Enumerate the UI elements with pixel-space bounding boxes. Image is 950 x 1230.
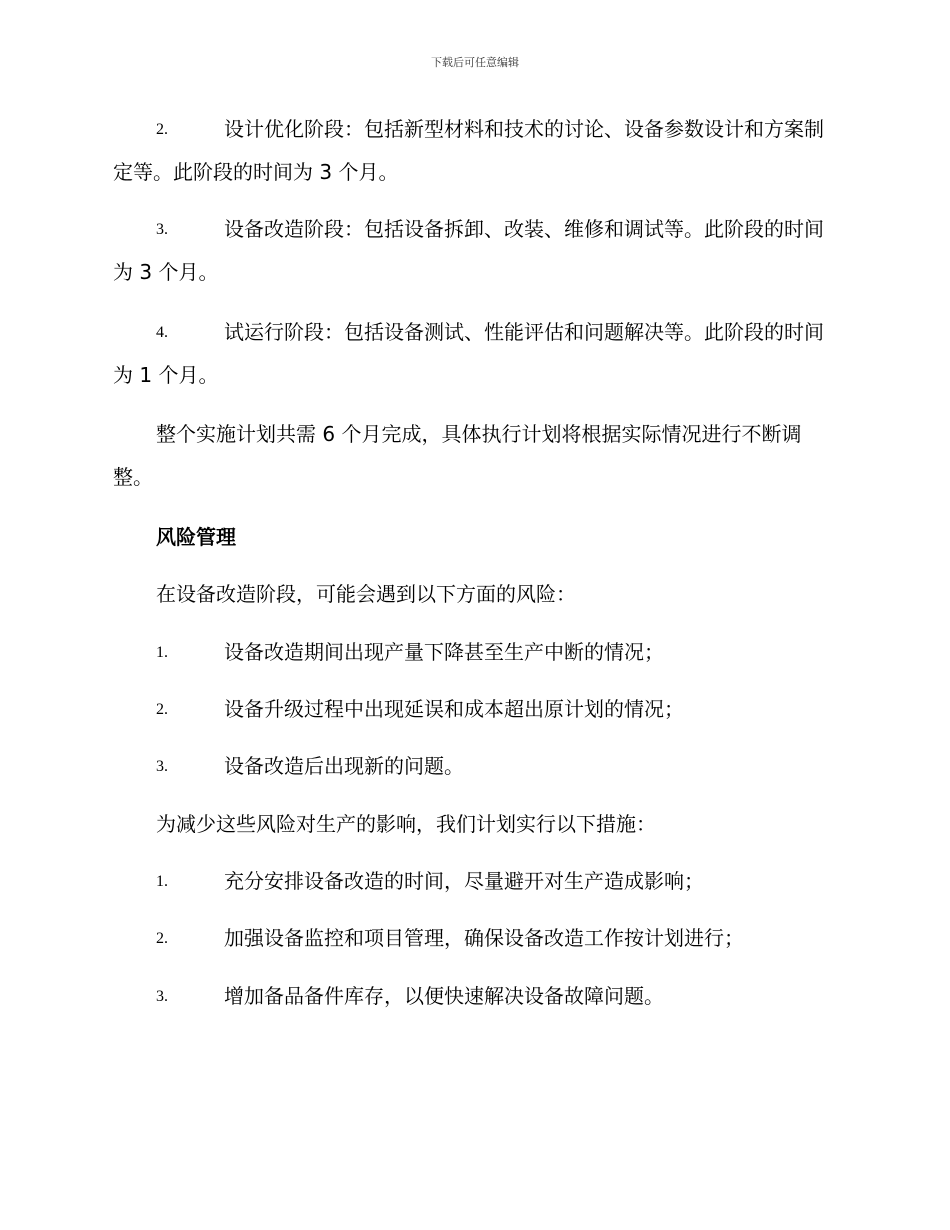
risk-intro: 在设备改造阶段，可能会遇到以下方面的风险：	[156, 582, 576, 606]
section-heading: 风险管理	[156, 525, 236, 549]
page-header: 下载后可任意编辑	[431, 56, 519, 69]
list-text: 设计优化阶段：包括新型材料和技术的讨论、设备参数设计和方案制定等。此阶段的时间为 3 个月。	[113, 117, 824, 184]
list-text: 设备升级过程中出现延误和成本超出原计划的情况；	[224, 697, 684, 721]
list-number: 1.	[156, 873, 168, 890]
list-number: 3.	[156, 758, 168, 775]
phase-item	[113, 311, 833, 397]
phase-item	[113, 208, 833, 294]
list-number: 1.	[156, 644, 168, 661]
list-text: 试运行阶段：包括设备测试、性能评估和问题解决等。此阶段的时间为 1 个月。	[113, 320, 824, 387]
measures-intro: 为减少这些风险对生产的影响，我们计划实行以下措施：	[156, 812, 656, 836]
list-text: 增加备品备件库存，以便快速解决设备故障问题。	[224, 984, 664, 1008]
list-number: 3.	[156, 221, 168, 238]
list-number: 4.	[156, 324, 168, 341]
list-text: 设备改造阶段：包括设备拆卸、改装、维修和调试等。此阶段的时间为 3 个月。	[113, 217, 824, 284]
summary-paragraph: 整个实施计划共需 6 个月完成，具体执行计划将根据实际情况进行不断调整。	[113, 422, 802, 489]
phase-item	[113, 108, 833, 194]
list-text: 设备改造期间出现产量下降甚至生产中断的情况；	[224, 640, 664, 664]
list-text: 加强设备监控和项目管理，确保设备改造工作按计划进行；	[224, 926, 744, 950]
list-number: 2.	[156, 930, 168, 947]
list-number: 2.	[156, 121, 168, 138]
list-number: 3.	[156, 988, 168, 1005]
list-text: 充分安排设备改造的时间，尽量避开对生产造成影响；	[224, 869, 704, 893]
list-number: 2.	[156, 701, 168, 718]
list-text: 设备改造后出现新的问题。	[224, 754, 464, 778]
